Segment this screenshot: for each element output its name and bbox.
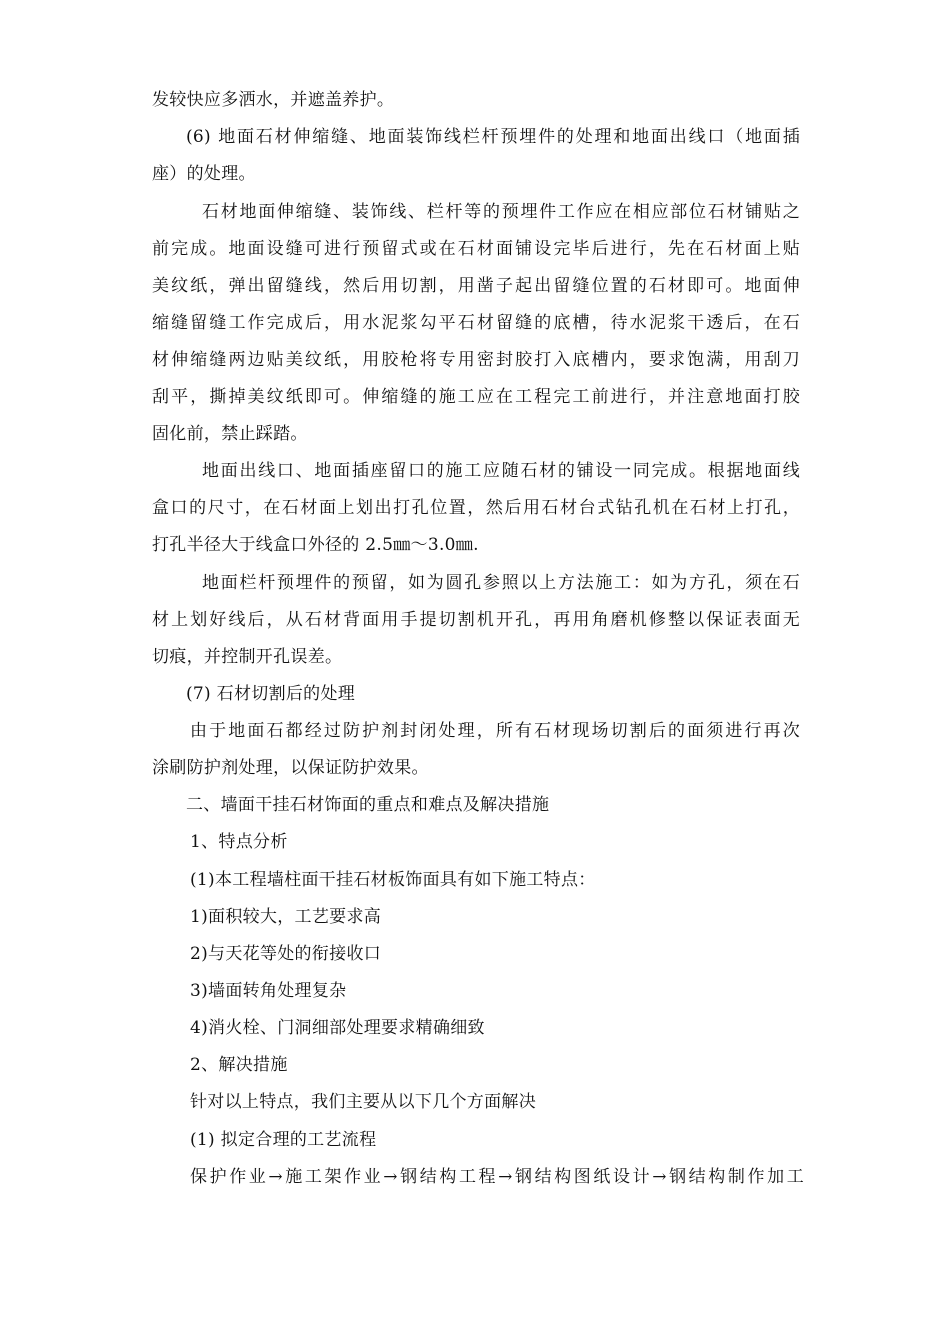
paragraph-line: 针对以上特点，我们主要从以下几个方面解决 <box>190 1092 536 1112</box>
paragraph-line: 材上划好线后，从石材背面用手提切割机开孔，再用角磨机修整以保证表面无 <box>152 610 800 630</box>
chapter-heading: 二、墙面干挂石材饰面的重点和难点及解决措施 <box>186 795 550 815</box>
subsection-heading: 1、特点分析 <box>190 832 288 852</box>
list-intro: (1)本工程墙柱面干挂石材板饰面具有如下施工特点： <box>190 870 596 890</box>
paragraph-line: 打孔半径大于线盒口外径的 2.5㎜～3.0㎜. <box>152 535 479 555</box>
paragraph-line: 涂刷防护剂处理，以保证防护效果。 <box>152 758 429 778</box>
paragraph-line: 前完成。地面设缝可进行预留式或在石材面铺设完毕后进行，先在石材面上贴 <box>152 239 800 259</box>
list-item: 2)与天花等处的衔接收口 <box>190 944 382 964</box>
text-line: 发较快应多洒水，并遮盖养护。 <box>152 90 395 110</box>
paragraph-line: 由于地面石都经过防护剂封闭处理，所有石材现场切割后的面须进行再次 <box>190 721 800 741</box>
paragraph-line: 盒口的尺寸，在石材面上划出打孔位置，然后用石材台式钻孔机在石材上打孔， <box>152 498 800 518</box>
paragraph-line: 材伸缩缝两边贴美纹纸，用胶枪将专用密封胶打入底槽内，要求饱满，用刮刀 <box>152 350 800 370</box>
section-heading-7: (7) 石材切割后的处理 <box>186 684 356 704</box>
paragraph-line: 切痕，并控制开孔误差。 <box>152 647 343 667</box>
paragraph-line: 地面栏杆预埋件的预留，如为圆孔参照以上方法施工：如为方孔，须在石 <box>202 573 800 593</box>
paragraph-line: 固化前，禁止踩踏。 <box>152 424 308 444</box>
section-heading-1: (1) 拟定合理的工艺流程 <box>190 1130 377 1150</box>
section-heading-6: (6) 地面石材伸缩缝、地面装饰线栏杆预埋件的处理和地面出线口（地面插 <box>186 127 800 147</box>
list-item: 3)墙面转角处理复杂 <box>190 981 347 1001</box>
process-flow-line: 保护作业→施工架作业→钢结构工程→钢结构图纸设计→钢结构制作加工 <box>190 1167 804 1187</box>
paragraph-line: 地面出线口、地面插座留口的施工应随石材的铺设一同完成。根据地面线 <box>202 461 800 481</box>
text-line: 座）的处理。 <box>152 164 256 184</box>
list-item: 1)面积较大，工艺要求高 <box>190 907 382 927</box>
paragraph-line: 美纹纸，弹出留缝线，然后用切割，用凿子起出留缝位置的石材即可。地面伸 <box>152 276 800 296</box>
paragraph-line: 缩缝留缝工作完成后，用水泥浆勾平石材留缝的底槽，待水泥浆干透后，在石 <box>152 313 800 333</box>
paragraph-line: 石材地面伸缩缝、装饰线、栏杆等的预埋件工作应在相应部位石材铺贴之 <box>202 202 800 222</box>
list-item: 4)消火栓、门洞细部处理要求精确细致 <box>190 1018 485 1038</box>
subsection-heading: 2、解决措施 <box>190 1055 288 1075</box>
paragraph-line: 刮平，撕掉美纹纸即可。伸缩缝的施工应在工程完工前进行，并注意地面打胶 <box>152 387 800 407</box>
